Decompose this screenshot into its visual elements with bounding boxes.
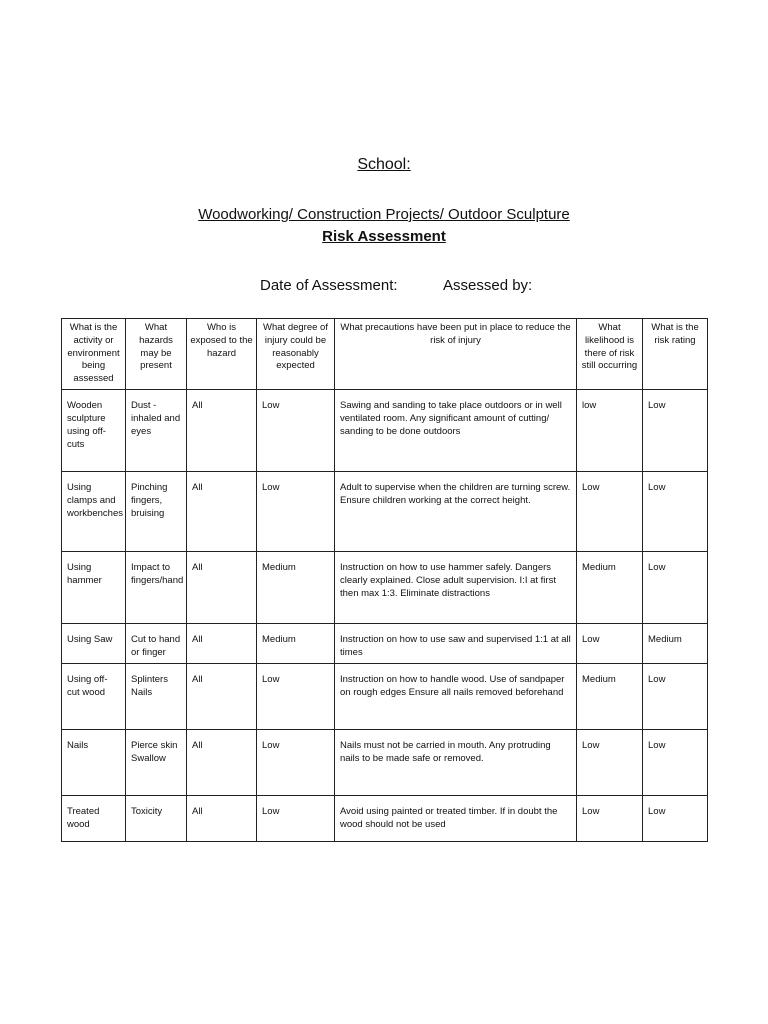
hazard-cell: Cut to hand or finger	[126, 624, 187, 664]
injury-cell: Medium	[257, 624, 335, 664]
assessed-by-label: Assessed by:	[443, 277, 533, 294]
activity-cell: Wooden sculpture using off-cuts	[62, 390, 126, 472]
injury-cell: Low	[257, 390, 335, 472]
column-header-exposed: Who is exposed to the hazard	[187, 319, 257, 390]
risk-assessment-table	[61, 318, 708, 842]
risk-rating-cell: Low	[643, 730, 708, 796]
activity-cell: Nails	[62, 730, 126, 796]
hazard-cell: Pierce skin Swallow	[126, 730, 187, 796]
precautions-cell: Instruction on how to use saw and supervised 1:1 at all times	[335, 624, 577, 664]
activity-cell: Using clamps and workbenches	[62, 472, 126, 552]
column-header-hazards: What hazards may be present	[126, 319, 187, 390]
activity-cell: Using off-cut wood	[62, 664, 126, 730]
hazard-cell: Impact to fingers/hand	[126, 552, 187, 624]
table-row	[62, 552, 708, 624]
table-header-row	[62, 319, 708, 390]
likelihood-cell: Low	[577, 624, 643, 664]
document-title: Risk Assessment	[322, 228, 446, 245]
likelihood-cell: Low	[577, 472, 643, 552]
activity-cell: Treated wood	[62, 796, 126, 842]
table-row	[62, 624, 708, 664]
risk-rating-cell: Low	[643, 796, 708, 842]
risk-rating-cell: Low	[643, 472, 708, 552]
precautions-cell: Sawing and sanding to take place outdoors or in well ventilated room. Any significant amount of cutting/ sanding to be done outdoors	[335, 390, 577, 472]
hazard-cell: Pinching fingers, bruising	[126, 472, 187, 552]
table-row	[62, 664, 708, 730]
table-row	[62, 472, 708, 552]
risk-rating-cell: Medium	[643, 624, 708, 664]
school-label: School:	[357, 156, 411, 173]
column-header-risk-rating: What is the risk rating	[643, 319, 708, 390]
date-of-assessment-label: Date of Assessment:	[260, 277, 398, 294]
precautions-cell: Adult to supervise when the children are turning screw. Ensure children working at the correct height.	[335, 472, 577, 552]
likelihood-cell: low	[577, 390, 643, 472]
table-row	[62, 730, 708, 796]
risk-rating-cell: Low	[643, 664, 708, 730]
risk-rating-cell: Low	[643, 552, 708, 624]
injury-cell: Medium	[257, 552, 335, 624]
table-row	[62, 390, 708, 472]
hazard-cell: Dust - inhaled and eyes	[126, 390, 187, 472]
column-header-activity: What is the activity or environment being assessed	[62, 319, 126, 390]
likelihood-cell: Medium	[577, 664, 643, 730]
risk-rating-cell: Low	[643, 390, 708, 472]
hazard-cell: Splinters Nails	[126, 664, 187, 730]
exposed-cell: All	[187, 624, 257, 664]
precautions-cell: Nails must not be carried in mouth. Any protruding nails to be made safe or removed.	[335, 730, 577, 796]
likelihood-cell: Low	[577, 796, 643, 842]
exposed-cell: All	[187, 552, 257, 624]
column-header-likelihood: What likelihood is there of risk still occurring	[577, 319, 643, 390]
document-subtitle: Woodworking/ Construction Projects/ Outdoor Sculpture	[198, 206, 570, 223]
precautions-cell: Instruction on how to use hammer safely. Dangers clearly explained. Close adult supervision. I:I at first then max 1:3. Eliminate distractions	[335, 552, 577, 624]
column-header-injury-degree: What degree of injury could be reasonably expected	[257, 319, 335, 390]
precautions-cell: Instruction on how to handle wood. Use of sandpaper on rough edges Ensure all nails removed beforehand	[335, 664, 577, 730]
activity-cell: Using Saw	[62, 624, 126, 664]
injury-cell: Low	[257, 730, 335, 796]
injury-cell: Low	[257, 796, 335, 842]
table-row	[62, 796, 708, 842]
precautions-cell: Avoid using painted or treated timber. If in doubt the wood should not be used	[335, 796, 577, 842]
exposed-cell: All	[187, 796, 257, 842]
hazard-cell: Toxicity	[126, 796, 187, 842]
injury-cell: Low	[257, 664, 335, 730]
exposed-cell: All	[187, 664, 257, 730]
injury-cell: Low	[257, 472, 335, 552]
column-header-precautions: What precautions have been put in place to reduce the risk of injury	[335, 319, 577, 390]
likelihood-cell: Medium	[577, 552, 643, 624]
exposed-cell: All	[187, 472, 257, 552]
likelihood-cell: Low	[577, 730, 643, 796]
exposed-cell: All	[187, 390, 257, 472]
exposed-cell: All	[187, 730, 257, 796]
activity-cell: Using hammer	[62, 552, 126, 624]
